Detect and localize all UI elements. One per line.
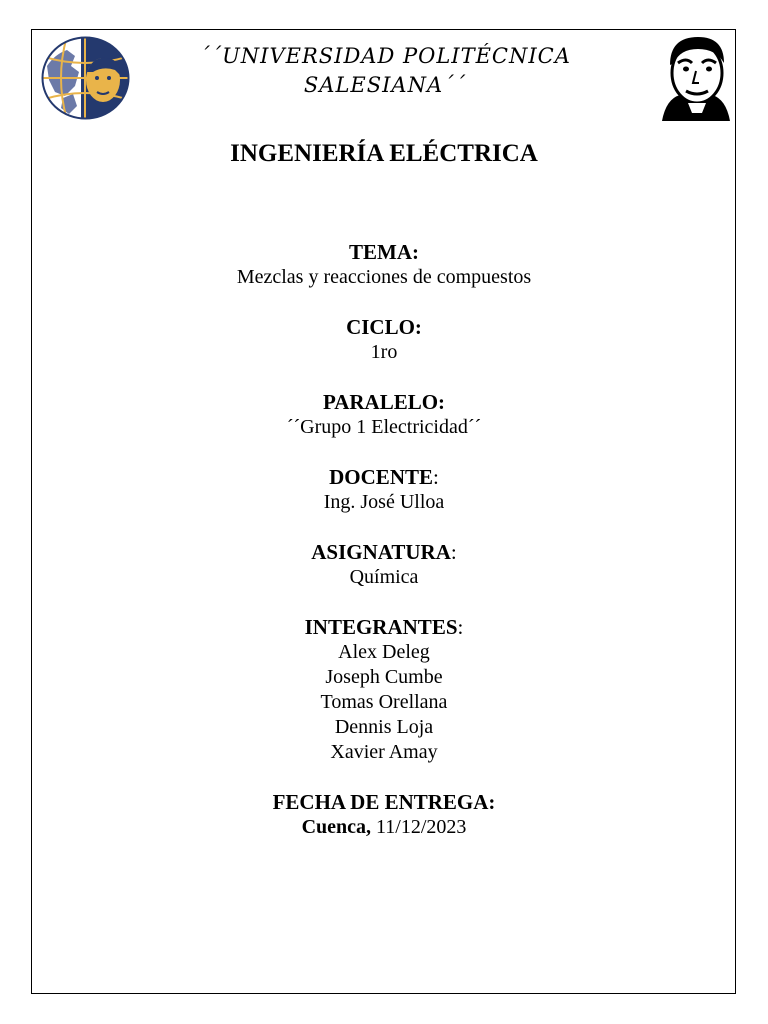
asignatura-value: Química [349, 566, 419, 588]
section-paralelo [0, 390, 768, 440]
fecha-date: 11/12/2023 [371, 816, 467, 838]
section-ciclo [0, 315, 768, 365]
section-tema [0, 240, 768, 290]
ciclo-label: CICLO: [346, 315, 422, 339]
docente-label: DOCENTE [329, 465, 433, 489]
section-asignatura [0, 540, 768, 590]
university-globe-logo [41, 36, 130, 120]
docente-value: Ing. José Ulloa [323, 491, 445, 513]
university-name [190, 42, 580, 100]
asignatura-heading [0, 540, 768, 565]
don-bosco-portrait-logo [660, 33, 732, 121]
cover-content [0, 240, 768, 865]
docente-heading [0, 465, 768, 490]
member-item: Joseph Cumbe [325, 666, 443, 688]
paralelo-value: ´´Grupo 1 Electricidad´´ [286, 416, 482, 438]
fecha-city: Cuenca, [301, 816, 372, 838]
tema-label: TEMA: [349, 240, 419, 264]
career-title: INGENIERÍA ELÉCTRICA [230, 140, 538, 167]
asignatura-colon: : [450, 540, 457, 564]
section-integrantes [0, 615, 768, 765]
member-item: Alex Deleg [338, 641, 430, 663]
section-fecha [0, 790, 768, 840]
section-docente [0, 465, 768, 515]
fecha-label: FECHA DE ENTREGA: [272, 790, 496, 814]
docente-colon: : [433, 465, 439, 489]
member-item: Tomas Orellana [320, 691, 448, 713]
member-item: Xavier Amay [330, 741, 438, 763]
member-item: Dennis Loja [334, 716, 434, 738]
university-name-line1: ´´UNIVERSIDAD POLITÉCNICA [199, 44, 571, 68]
university-name-line2: SALESIANA´´ [303, 73, 467, 97]
integrantes-heading [0, 615, 768, 640]
paralelo-label: PARALELO: [322, 390, 446, 414]
fecha-value [0, 815, 768, 840]
integrantes-colon: : [457, 615, 464, 639]
integrantes-label: INTEGRANTES [304, 615, 458, 639]
ciclo-value: 1ro [370, 341, 398, 363]
asignatura-label: ASIGNATURA [311, 540, 451, 564]
tema-value: Mezclas y reacciones de compuestos [236, 266, 532, 288]
